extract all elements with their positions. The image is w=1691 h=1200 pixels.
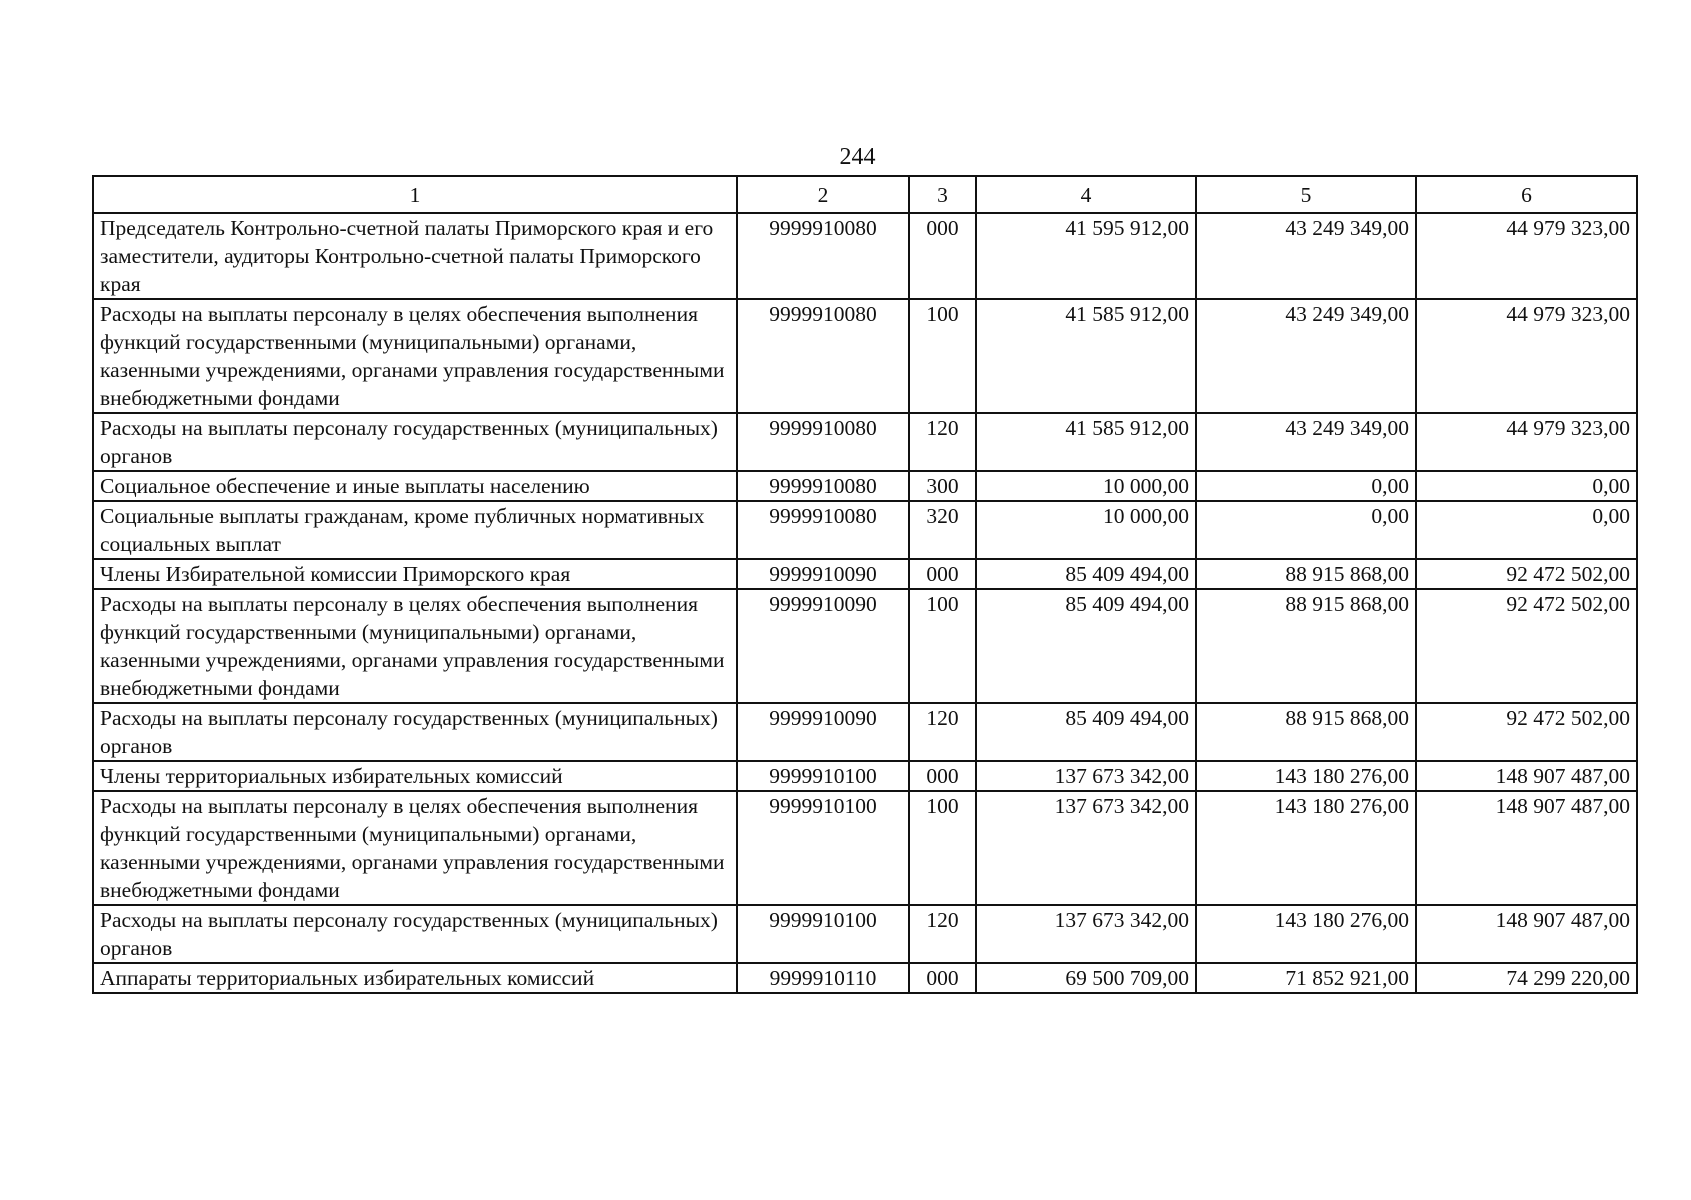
column-header-1: 1	[93, 176, 737, 213]
row-expense-type: 000	[909, 213, 976, 299]
row-amount-col5: 143 180 276,00	[1196, 761, 1416, 791]
row-target-code: 9999910090	[737, 559, 909, 589]
row-amount-col4: 85 409 494,00	[976, 559, 1196, 589]
row-amount-col5: 43 249 349,00	[1196, 299, 1416, 413]
row-amount-col5: 71 852 921,00	[1196, 963, 1416, 993]
row-amount-col6: 148 907 487,00	[1416, 791, 1637, 905]
row-target-code: 9999910110	[737, 963, 909, 993]
table-row	[93, 213, 1637, 299]
row-amount-col4: 137 673 342,00	[976, 761, 1196, 791]
row-name: Аппараты территориальных избирательных комиссий	[93, 963, 737, 993]
row-name: Социальное обеспечение и иные выплаты населению	[93, 471, 737, 501]
row-expense-type: 100	[909, 299, 976, 413]
table-row	[93, 299, 1637, 413]
row-expense-type: 120	[909, 413, 976, 471]
table-row	[93, 963, 1637, 993]
row-name: Председатель Контрольно-счетной палаты Приморского края и его заместители, аудиторы Контрольно-счетной палаты Приморского края	[93, 213, 737, 299]
table-row	[93, 589, 1637, 703]
row-amount-col6: 92 472 502,00	[1416, 589, 1637, 703]
header-row	[93, 176, 1637, 213]
row-amount-col5: 88 915 868,00	[1196, 703, 1416, 761]
row-expense-type: 100	[909, 791, 976, 905]
row-amount-col4: 137 673 342,00	[976, 791, 1196, 905]
table-row	[93, 413, 1637, 471]
row-target-code: 9999910080	[737, 213, 909, 299]
row-amount-col6: 74 299 220,00	[1416, 963, 1637, 993]
row-amount-col4: 41 595 912,00	[976, 213, 1196, 299]
row-amount-col6: 44 979 323,00	[1416, 299, 1637, 413]
row-expense-type: 000	[909, 963, 976, 993]
row-amount-col6: 44 979 323,00	[1416, 413, 1637, 471]
row-amount-col5: 88 915 868,00	[1196, 589, 1416, 703]
row-amount-col6: 148 907 487,00	[1416, 761, 1637, 791]
table-row	[93, 703, 1637, 761]
row-name: Расходы на выплаты персоналу государственных (муниципальных) органов	[93, 905, 737, 963]
table-row	[93, 905, 1637, 963]
row-amount-col4: 41 585 912,00	[976, 413, 1196, 471]
row-expense-type: 000	[909, 761, 976, 791]
column-header-5: 5	[1196, 176, 1416, 213]
table-row	[93, 559, 1637, 589]
row-expense-type: 100	[909, 589, 976, 703]
row-amount-col6: 0,00	[1416, 471, 1637, 501]
row-amount-col4: 10 000,00	[976, 501, 1196, 559]
row-amount-col5: 143 180 276,00	[1196, 905, 1416, 963]
row-amount-col6: 148 907 487,00	[1416, 905, 1637, 963]
row-amount-col6: 92 472 502,00	[1416, 703, 1637, 761]
row-target-code: 9999910100	[737, 761, 909, 791]
table-row	[93, 471, 1637, 501]
table-row	[93, 761, 1637, 791]
row-name: Расходы на выплаты персоналу в целях обеспечения выполнения функций государственными (муниципальными) органами, казенными учреждениями, органами управления государственными внебюджетными фондами	[93, 589, 737, 703]
row-target-code: 9999910100	[737, 905, 909, 963]
row-amount-col6: 0,00	[1416, 501, 1637, 559]
row-name: Расходы на выплаты персоналу в целях обеспечения выполнения функций государственными (муниципальными) органами, казенными учреждениями, органами управления государственными внебюджетными фондами	[93, 299, 737, 413]
row-name: Социальные выплаты гражданам, кроме публичных нормативных социальных выплат	[93, 501, 737, 559]
row-name: Члены территориальных избирательных комиссий	[93, 761, 737, 791]
row-target-code: 9999910080	[737, 413, 909, 471]
column-header-2: 2	[737, 176, 909, 213]
row-amount-col5: 43 249 349,00	[1196, 213, 1416, 299]
row-name: Расходы на выплаты персоналу в целях обеспечения выполнения функций государственными (муниципальными) органами, казенными учреждениями, органами управления государственными внебюджетными фондами	[93, 791, 737, 905]
row-expense-type: 300	[909, 471, 976, 501]
row-target-code: 9999910080	[737, 471, 909, 501]
row-name: Расходы на выплаты персоналу государственных (муниципальных) органов	[93, 703, 737, 761]
row-amount-col4: 85 409 494,00	[976, 589, 1196, 703]
row-amount-col4: 69 500 709,00	[976, 963, 1196, 993]
column-header-4: 4	[976, 176, 1196, 213]
row-name: Расходы на выплаты персоналу государственных (муниципальных) органов	[93, 413, 737, 471]
row-amount-col5: 0,00	[1196, 501, 1416, 559]
row-target-code: 9999910100	[737, 791, 909, 905]
row-target-code: 9999910080	[737, 501, 909, 559]
column-header-3: 3	[909, 176, 976, 213]
row-amount-col5: 0,00	[1196, 471, 1416, 501]
budget-table	[92, 175, 1638, 994]
row-expense-type: 120	[909, 703, 976, 761]
row-name: Члены Избирательной комиссии Приморского края	[93, 559, 737, 589]
row-target-code: 9999910080	[737, 299, 909, 413]
page-number: 244	[839, 144, 876, 170]
row-amount-col6: 44 979 323,00	[1416, 213, 1637, 299]
row-expense-type: 120	[909, 905, 976, 963]
row-amount-col5: 143 180 276,00	[1196, 791, 1416, 905]
row-amount-col4: 41 585 912,00	[976, 299, 1196, 413]
row-target-code: 9999910090	[737, 703, 909, 761]
table-row	[93, 791, 1637, 905]
row-expense-type: 320	[909, 501, 976, 559]
table-row	[93, 501, 1637, 559]
table-body	[93, 213, 1637, 993]
row-amount-col4: 85 409 494,00	[976, 703, 1196, 761]
row-expense-type: 000	[909, 559, 976, 589]
row-target-code: 9999910090	[737, 589, 909, 703]
row-amount-col6: 92 472 502,00	[1416, 559, 1637, 589]
table-header	[93, 176, 1637, 213]
row-amount-col5: 88 915 868,00	[1196, 559, 1416, 589]
row-amount-col5: 43 249 349,00	[1196, 413, 1416, 471]
row-amount-col4: 10 000,00	[976, 471, 1196, 501]
row-amount-col4: 137 673 342,00	[976, 905, 1196, 963]
column-header-6: 6	[1416, 176, 1637, 213]
